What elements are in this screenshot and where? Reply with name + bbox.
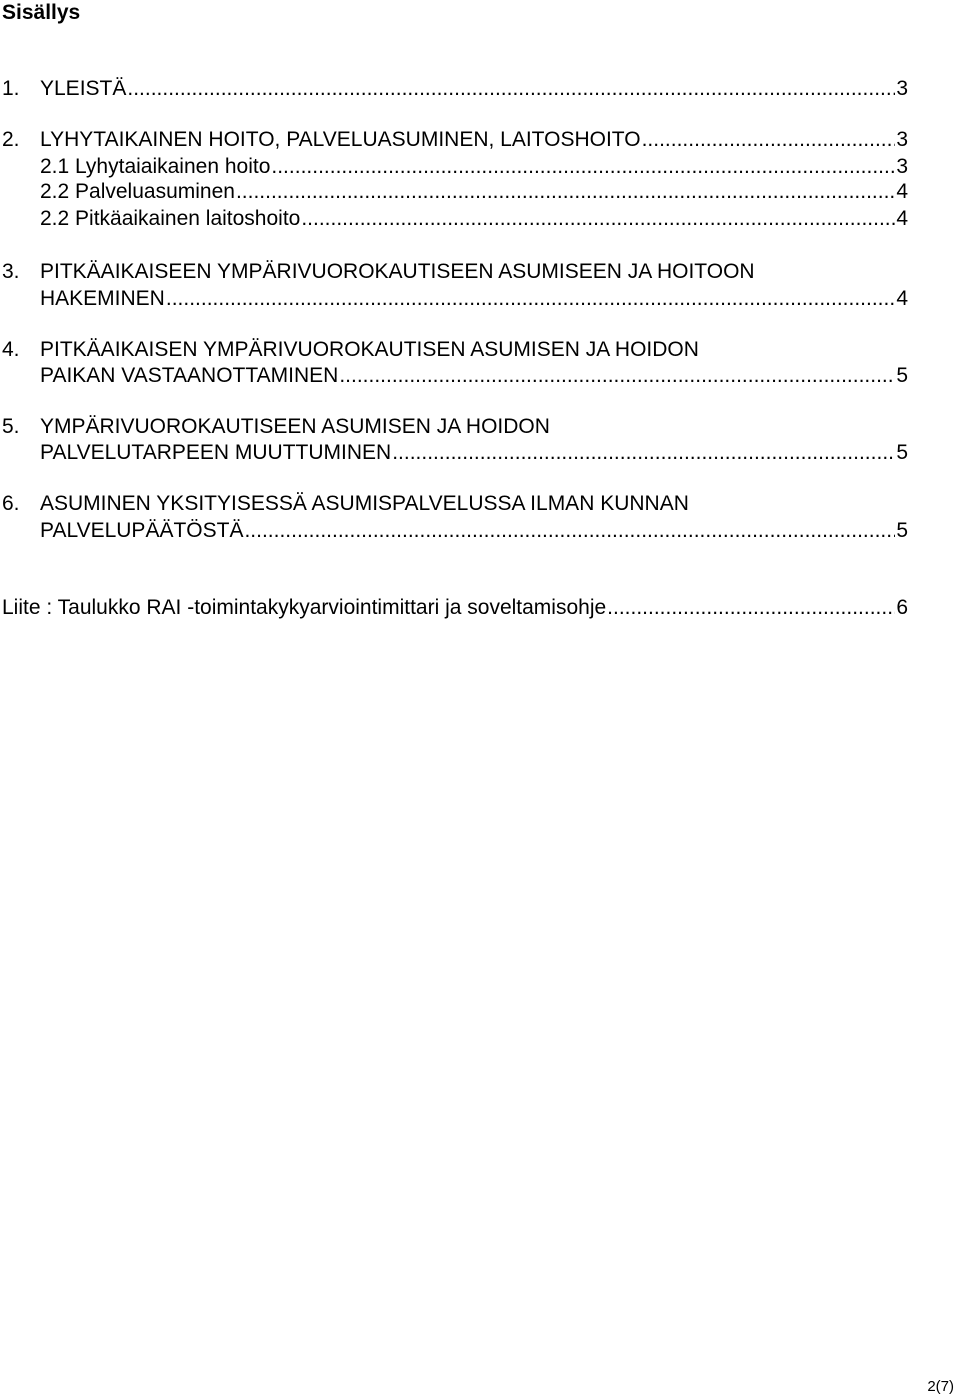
toc-entry-title: YMPÄRIVUOROKAUTISEEN ASUMISEN JA HOIDON [40,415,550,438]
toc-entry-page: 5 [896,519,908,542]
toc-entry-3-line1[interactable] [2,258,755,285]
toc-entry-title: Liite : Taulukko RAI -toimintakykyarviointimittari ja soveltamisohje [2,596,607,619]
toc-leader-dots [236,178,895,205]
toc-entry-5-line1[interactable] [2,413,550,440]
toc-entry-number: 4. [2,338,20,361]
toc-leader-dots [127,75,895,102]
toc-leader-dots [166,285,895,312]
toc-leader-dots [339,362,895,389]
toc-entry-3-line2[interactable] [40,285,908,312]
toc-leader-dots [301,205,895,232]
toc-entry-4-line1[interactable] [2,336,699,363]
toc-leader-dots [642,126,896,153]
toc-entry-2-1[interactable] [40,153,908,180]
toc-entry-page: 3 [896,155,908,178]
toc-entry-number: 1. [2,77,20,100]
toc-entry-title: PITKÄAIKAISEEN YMPÄRIVUOROKAUTISEEN ASUMISEEN JA HOITOON [40,260,755,283]
toc-entry-page: 4 [896,180,908,203]
toc-entry-5-line2[interactable] [40,439,908,466]
toc-entry-4-line2[interactable] [40,362,908,389]
toc-entry-title: ASUMINEN YKSITYISESSÄ ASUMISPALVELUSSA ILMAN KUNNAN [40,492,689,515]
toc-entry-number: 5. [2,415,20,438]
toc-entry-title: 2.1 Lyhytaiaikainen hoito [40,155,271,178]
toc-entry-title: 2.2 Pitkäaikainen laitoshoito [40,207,301,230]
toc-entry-page: 4 [896,287,908,310]
toc-entry-page: 3 [896,128,908,151]
toc-entry-number: 6. [2,492,20,515]
toc-entry-title: LYHYTAIKAINEN HOITO, PALVELUASUMINEN, LAITOSHOITO [40,128,641,151]
toc-entry-page: 5 [896,364,908,387]
toc-leader-dots [244,517,895,544]
toc-leader-dots [392,439,895,466]
toc-entry-1[interactable] [2,75,908,102]
toc-entry-page: 4 [896,207,908,230]
toc-entry-title: 2.2 Palveluasuminen [40,180,235,203]
toc-entry-title: YLEISTÄ [40,77,127,100]
toc-entry-6-line1[interactable] [2,490,689,517]
toc-entry-number: 2. [2,128,20,151]
toc-entry-page: 3 [896,77,908,100]
toc-entry-title-cont: PAIKAN VASTAANOTTAMINEN [40,364,339,387]
toc-entry-page: 5 [896,441,908,464]
toc-entry-2-2-a[interactable] [40,178,908,205]
toc-entry-number: 3. [2,260,20,283]
toc-leader-dots [607,594,895,621]
toc-entry-page: 6 [896,596,908,619]
toc-entry-2[interactable] [2,126,908,153]
toc-entry-title-cont: HAKEMINEN [40,287,165,310]
page-number: 2(7) [927,1378,954,1395]
toc-leader-dots [271,153,895,180]
toc-entry-title-cont: PALVELUPÄÄTÖSTÄ [40,519,244,542]
toc-entry-title: PITKÄAIKAISEN YMPÄRIVUOROKAUTISEN ASUMISEN JA HOIDON [40,338,699,361]
toc-entry-title-cont: PALVELUTARPEEN MUUTTUMINEN [40,441,392,464]
toc-entry-appendix[interactable] [2,594,908,621]
toc-entry-2-2-b[interactable] [40,205,908,232]
toc-entry-6-line2[interactable] [40,517,908,544]
toc-title: Sisällys [2,1,81,24]
